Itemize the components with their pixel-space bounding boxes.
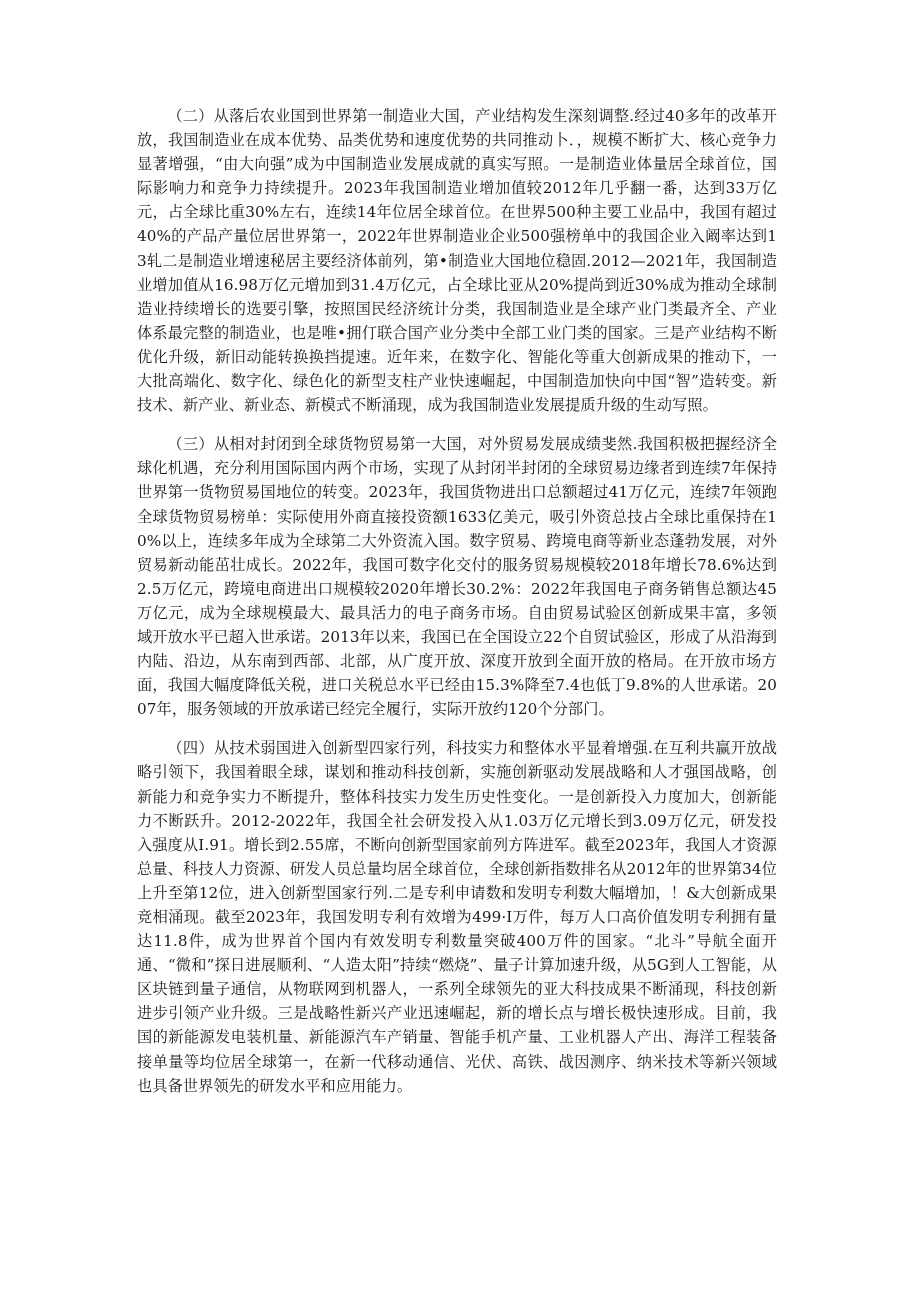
document-body [137, 104, 777, 1098]
paragraph-foreign-trade: （三）从相对封闭到全球货物贸易第一大国，对外贸易发展成绩斐然.我国积极把握经济全球化机遇，充分利用国际国内两个市场，实现了从封闭半封闭的全球贸易边缘者到连续7年保持世界第一货物贸易国地位的转变。2023年，我国货物进出口总额超过41万亿元，连续7年领跑全球货物贸易榜单：实际使用外商直接投资额1633亿美元，吸引外资总技占全球比重保持在10%以上，连续多年成为全球第二大外资流入国。数字贸易、跨境电商等新业态蓬勃发展，对外贸易新动能茁壮成长。2022年，我国可数字化交付的服务贸易规模较2018年增长78.6%达到2.5万亿元，跨境电商进出口规模较2020年增长30.2%：2022年我国电子商务销售总额达45万亿元，成为全球规模最大、最具活力的电子商务市场。自由贸易试验区创新成果丰富，多领域开放水平已超入世承诺。2013年以来，我国已在全国设立22个自贸试验区，形成了从沿海到内陆、沿边，从东南到西部、北部，从广度开放、深度开放到全面开放的格局。在开放市场方面，我国大幅度降低关税，进口关税总水平已经由15.3%降至7.4也低丁9.8%的人世承诺。2007年，服务领域的开放承诺已经完全履行，实际开放约120个分部门。 [137, 435, 777, 719]
paragraph-manufacturing: （二）从落后农业国到世界第一制造业大国，产业结构发生深刻调整.经过40多年的改革开放，我国制造业在成本优势、品类优势和速度优势的共同推动卜．，规模不断扩大、核心竞争力显著增强，“由大向强”成为中国制造业发展成就的真实写照。一是制造业体量居全球首位，国际影响力和竞争力持续提升。2023年我国制造业增加值较2012年几乎翻一番，达到33万亿元，占全球比重30%左右，连续14年位居全球首位。在世界500种主要工业品中，我国有超过40%的产品产量位居世界第一，2022年世界制造业企业500强榜单中的我国企业入阚率达到13轧二是制造业增速秘居主要经济体前列，第•制造业大国地位稳固.2012—2021年，我国制造业增加值从16.98万亿元增加到31.4万亿元，占全球比亚从20%提尚到近30%成为推动全球制造业持续增长的选要引擎，按照国民经济统计分类，我国制造业是全球产业门类最齐全、产业体系最完整的制造业，也是唯•拥仃联合国产业分类中全部工业门类的国家。三是产业结构不断优化升级，新旧动能转换换挡提速。近年来，在数字化、智能化等重大创新成果的推动下，一大批高端化、数字化、绿色化的新型支柱产业快速崛起，中国制造加快向中国“智”造转变。新技术、新产业、新业态、新模式不断涌现，成为我国制造业发展提质升级的生动写照。 [137, 107, 777, 415]
paragraph-innovation: （四）从技术弱国进入创新型四家行列，科技实力和整体水平显着增强.在互利共赢开放战略引领下，我国着眼全球，谋划和推动科技创新，实施创新驱动发展战略和人才强国战略，创新能力和竞争实力不断提升，整体科技实力发生历史性变化。一是创新投入力度加大，创新能力不断跃升。2012-2022年，我国全社会研发投入从1.03万亿元增长到3.09万亿元，研发投入强度从I.91。增长到2.55席，不断向创新型国家前列方阵进军。截至2023年，我国人才资源总量、科技人力资源、研发人员总量均居全球首位，全球创新指数排名从2012年的世界第34位上升至第12位，进入创新型国家行列.二是专利申请数和发明专利数大幅增加，！&大创新成果竞相涌现。截至2023年，我国发明专利有效增为499·I万件，每万人口高价值发明专利拥有量达11.8件，成为世界首个国内有效发明专利数量突破400万件的国家。“北斗”导航全面开通、“微和”探日进展顺利、“人造太阳”持续“燃烧”、量子计算加速升级，从5G到人工智能，从区块链到量子通信，从物联网到机器人，一系列全球领先的亚大科技成果不断涌现，科技创新进步引领产业升级。三是战略性新兴产业迅速崛起，新的增长点与增长极快速形成。目前，我国的新能源发电装机量、新能源汽车产销量、智能手机产量、工业机器人产出、海洋工程装备接单量等均位居全球第一，在新一代移动通信、光伏、高铁、战因测序、纳米技术等新兴领域也具备世界领先的研发水平和应用能力。 [137, 739, 777, 1095]
